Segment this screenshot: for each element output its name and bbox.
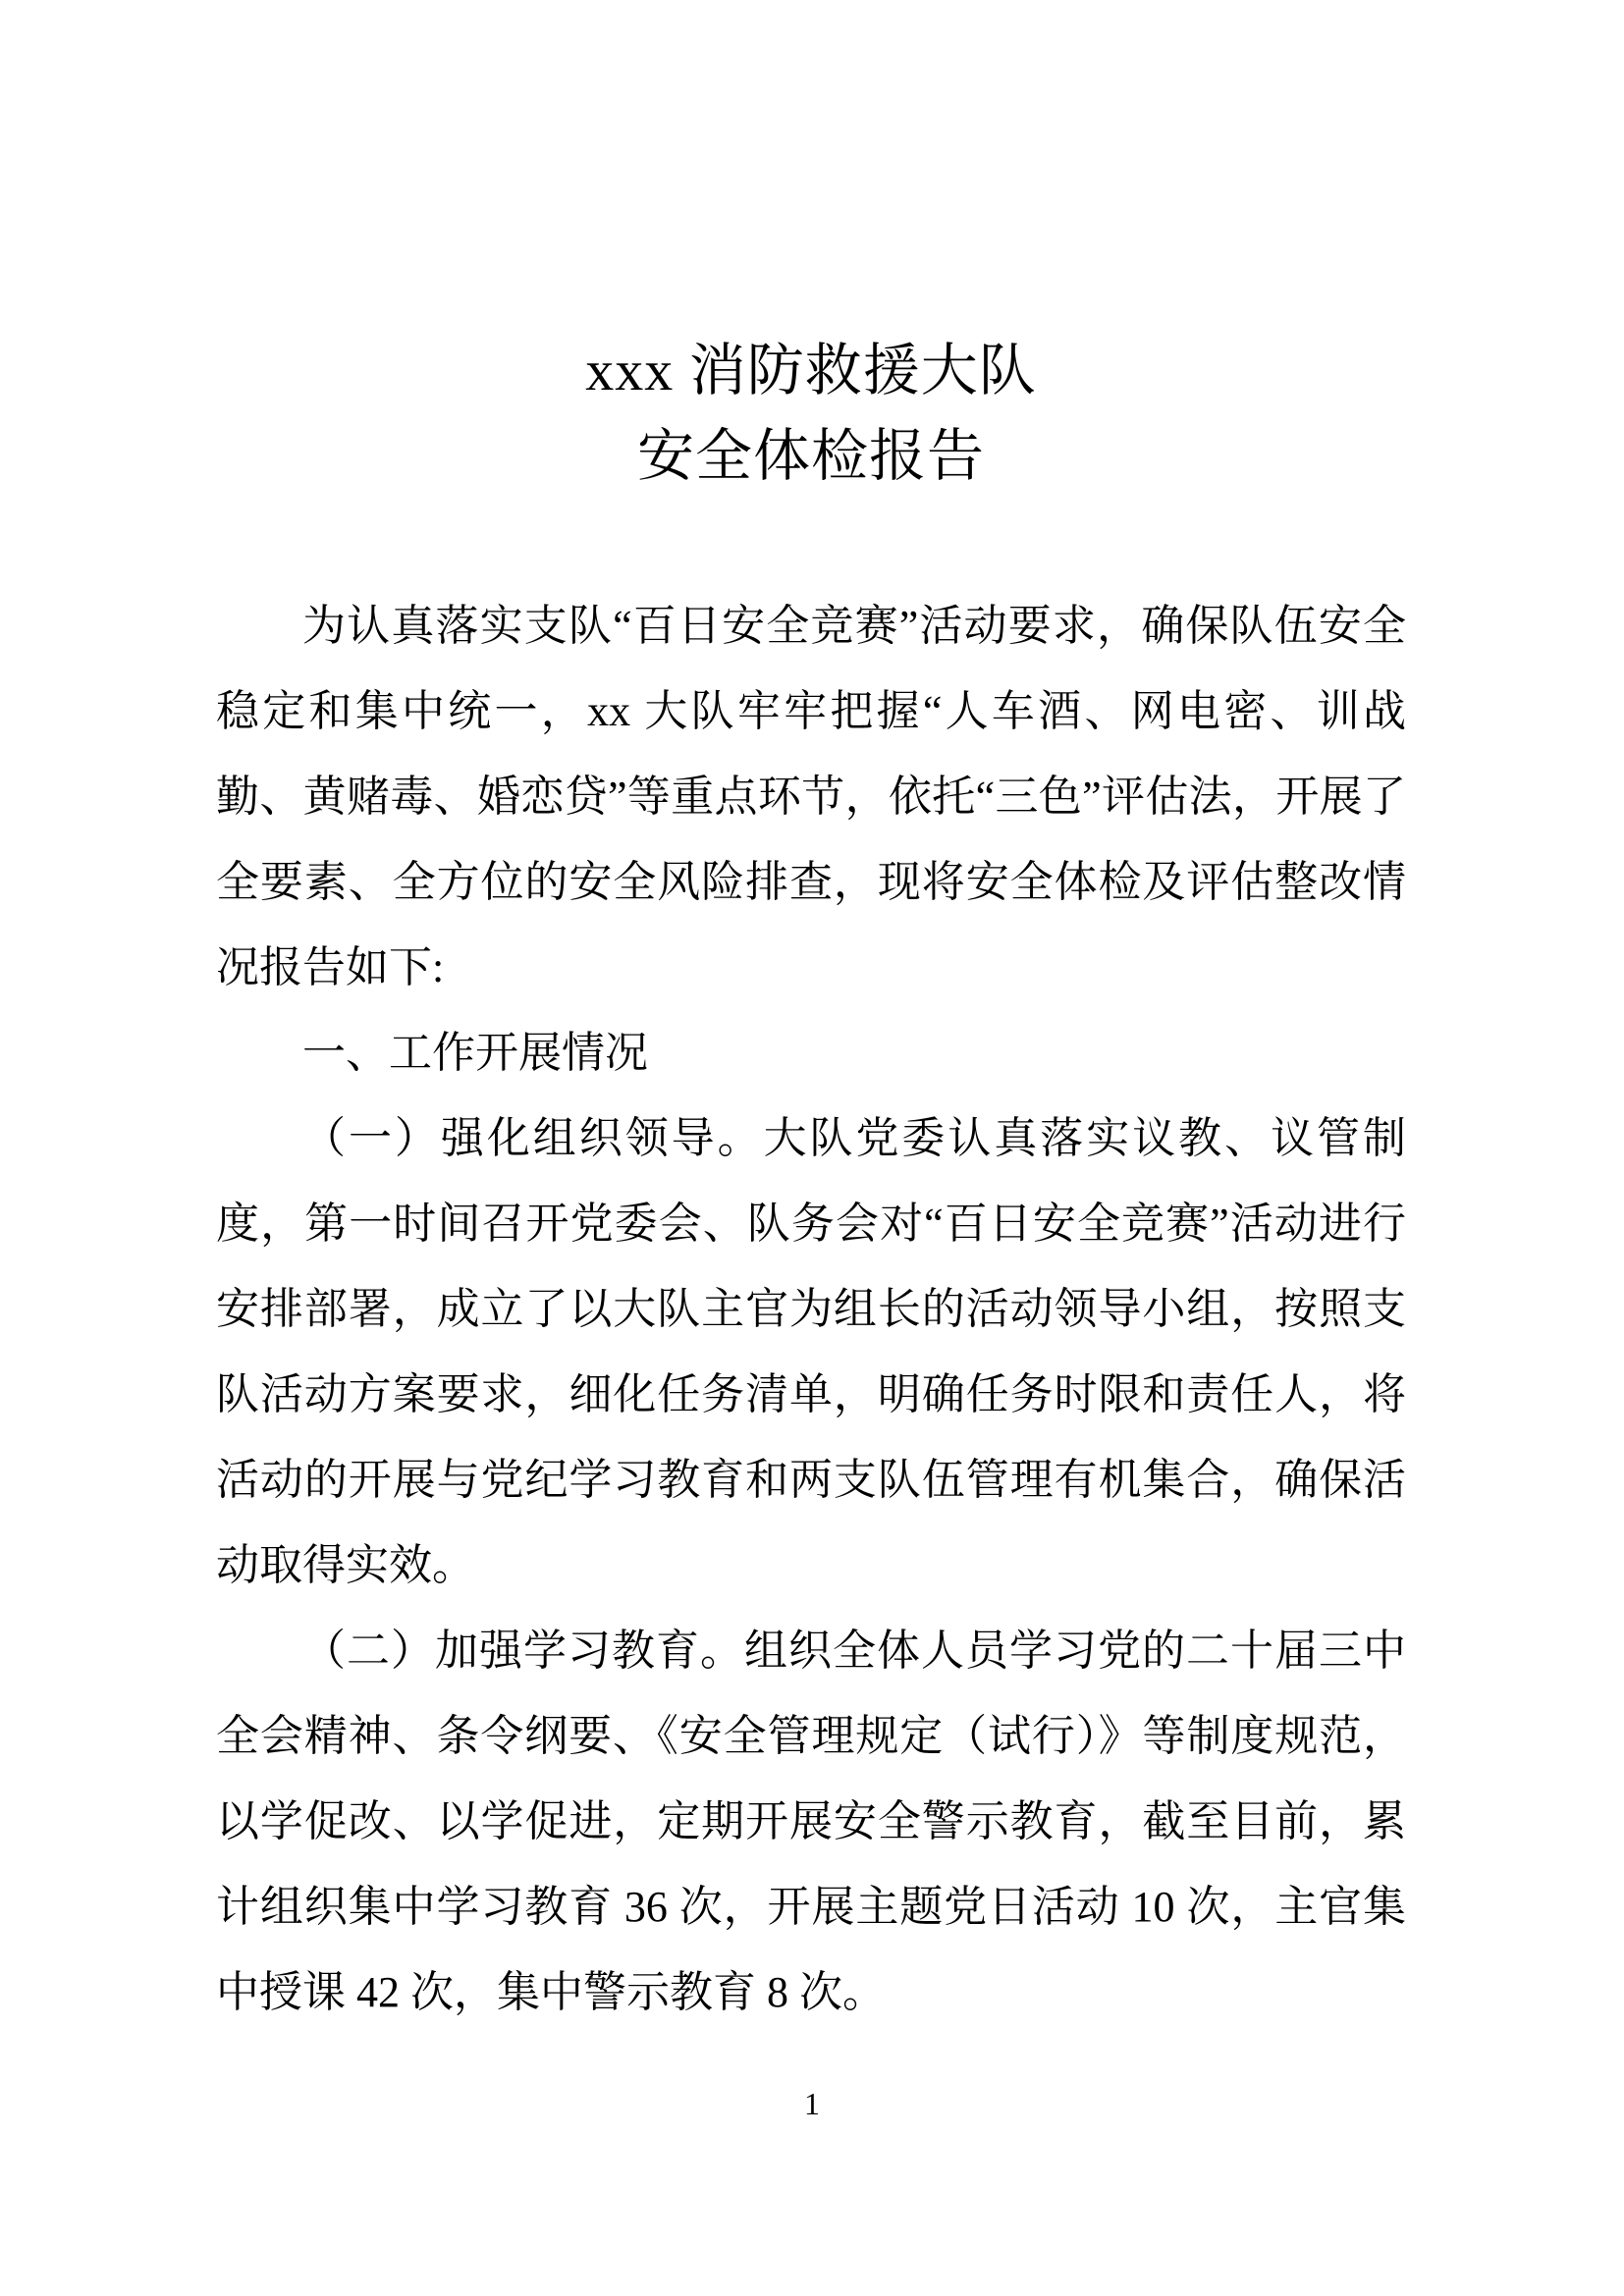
title-line-2: 安全体检报告 [636, 424, 985, 488]
page-number: 1 [804, 2086, 820, 2121]
paragraph-section-1-item-1: （一）强化组织领导。大队党委认真落实议教、议管制度，第一时间召开党委会、队务会对“百日安全竞赛”活动进行安排部署，成立了以大队主官为组长的活动领导小组，按照支队活动方案要求，细化任务清单，明确任务时限和责任人，将活动的开展与党纪学习教育和两支队伍管理有机集合，确保活动取得实效。 [216, 1114, 1406, 1589]
heading-section-1: 一、工作开展情况 [302, 1029, 648, 1077]
document-content [216, 583, 1406, 2035]
document-column [216, 0, 1406, 2035]
document-title [216, 328, 1406, 499]
paragraph-section-1-item-2: （二）加强学习教育。组织全体人员学习党的二十届三中全会精神、条令纲要、《安全管理规定（试行）》等制度规范，以学促改、以学促进，定期开展安全警示教育，截至目前，累计组织集中学习教育 36 次，开展主题党日活动 10 次，主官集中授课 42 次，集中警示教育 8 次。 [216, 1627, 1406, 2016]
title-line-1: xxx 消防救援大队 [585, 339, 1037, 402]
paragraph-intro: 为认真落实支队“百日安全竞赛”活动要求，确保队伍安全稳定和集中统一，xx 大队牢牢把握“人车酒、网电密、训战勤、黄赌毒、婚恋贷”等重点环节，依托“三色”评估法，开展了全要素、全方位的安全风险排查，现将安全体检及评估整改情况报告如下: [216, 602, 1406, 991]
